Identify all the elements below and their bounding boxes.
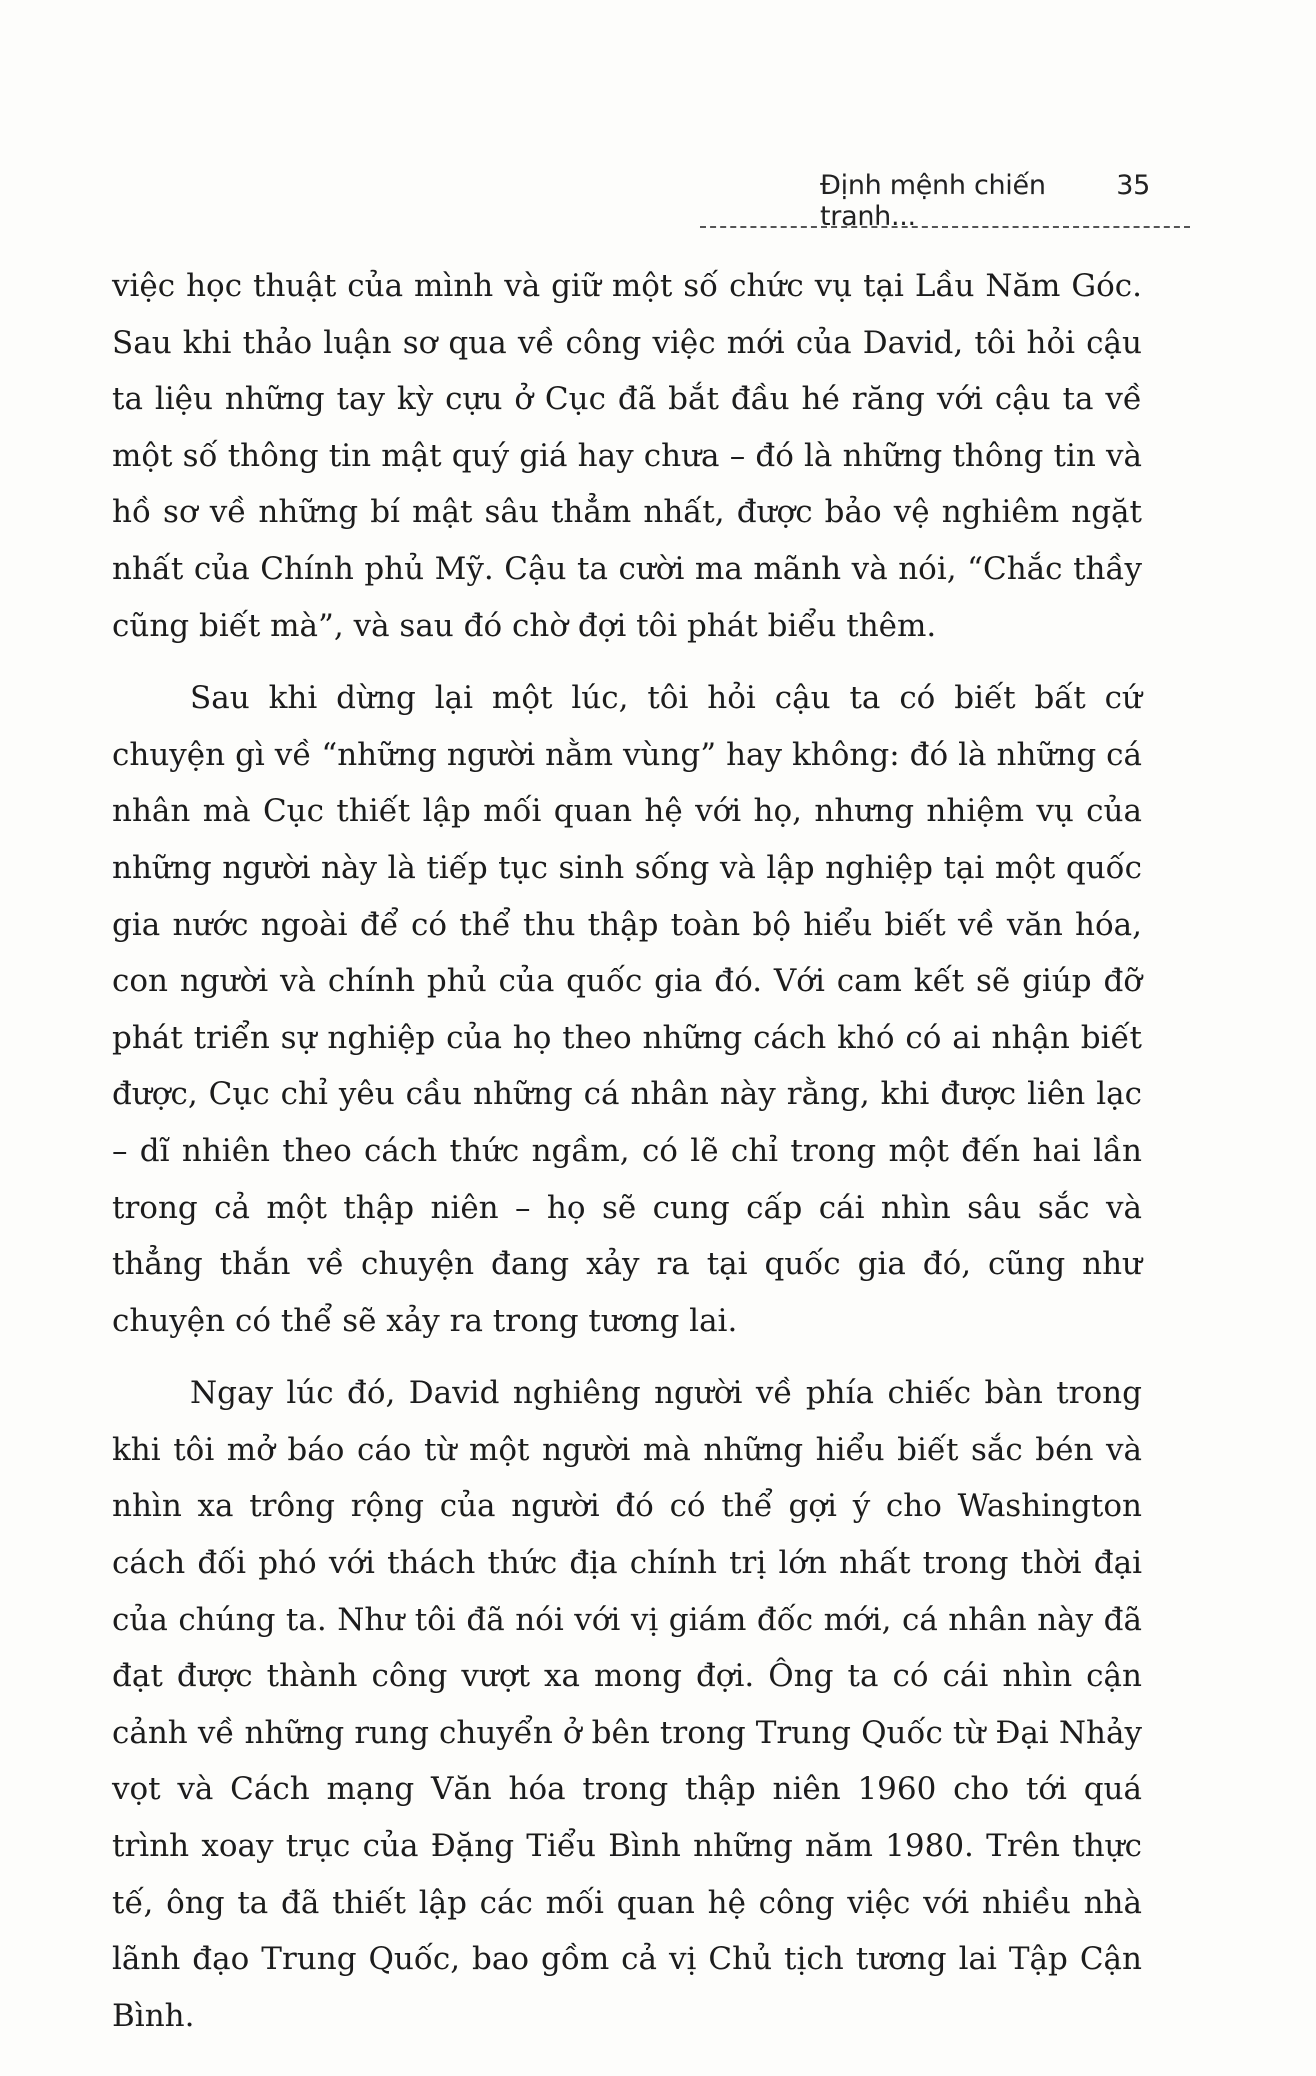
- page-number: 35: [1116, 170, 1150, 201]
- paragraph-1: việc học thuật của mình và giữ một số chức vụ tại Lầu Năm Góc. Sau khi thảo luận sơ qua về công việc mới của David, tôi hỏi cậu ta liệu những tay kỳ cựu ở Cục đã bắt đầu hé răng với cậu ta về một số thông tin mật quý giá hay chưa – đó là những thông tin và hồ sơ về những bí mật sâu thẳm nhất, được bảo vệ nghiêm ngặt nhất của Chính phủ Mỹ. Cậu ta cười ma mãnh và nói, “Chắc thầy cũng biết mà”, và sau đó chờ đợi tôi phát biểu thêm.: [112, 268, 1142, 644]
- running-header: [820, 170, 1150, 232]
- paragraph-2: Sau khi dừng lại một lúc, tôi hỏi cậu ta có biết bất cứ chuyện gì về “những người nằm vùng” hay không: đó là những cá nhân mà Cục thiết lập mối quan hệ với họ, nhưng nhiệm vụ của những người này là tiếp tục sinh sống và lập nghiệp tại một quốc gia nước ngoài để có thể thu thập toàn bộ hiểu biết về văn hóa, con người và chính phủ của quốc gia đó. Với cam kết sẽ giúp đỡ phát triển sự nghiệp của họ theo những cách khó có ai nhận biết được, Cục chỉ yêu cầu những cá nhân này rằng, khi được liên lạc – dĩ nhiên theo cách thức ngầm, có lẽ chỉ trong một đến hai lần trong cả một thập niên – họ sẽ cung cấp cái nhìn sâu sắc và thẳng thắn về chuyện đang xảy ra tại quốc gia đó, cũng như chuyện có thể sẽ xảy ra trong tương lai.: [112, 680, 1142, 1339]
- paragraph-3: Ngay lúc đó, David nghiêng người về phía chiếc bàn trong khi tôi mở báo cáo từ một người mà những hiểu biết sắc bén và nhìn xa trông rộng của người đó có thể gợi ý cho Washington cách đối phó với thách thức địa chính trị lớn nhất trong thời đại của chúng ta. Như tôi đã nói với vị giám đốc mới, cá nhân này đã đạt được thành công vượt xa mong đợi. Ông ta có cái nhìn cận cảnh về những rung chuyển ở bên trong Trung Quốc từ Đại Nhảy vọt và Cách mạng Văn hóa trong thập niên 1960 cho tới quá trình xoay trục của Đặng Tiểu Bình những năm 1980. Trên thực tế, ông ta đã thiết lập các mối quan hệ công việc với nhiều nhà lãnh đạo Trung Quốc, bao gồm cả vị Chủ tịch tương lai Tập Cận Bình.: [112, 1375, 1142, 2034]
- header-dashed-rule: [700, 226, 1190, 228]
- running-title: Định mệnh chiến tranh...: [820, 170, 1046, 232]
- page-body: [112, 258, 1142, 2044]
